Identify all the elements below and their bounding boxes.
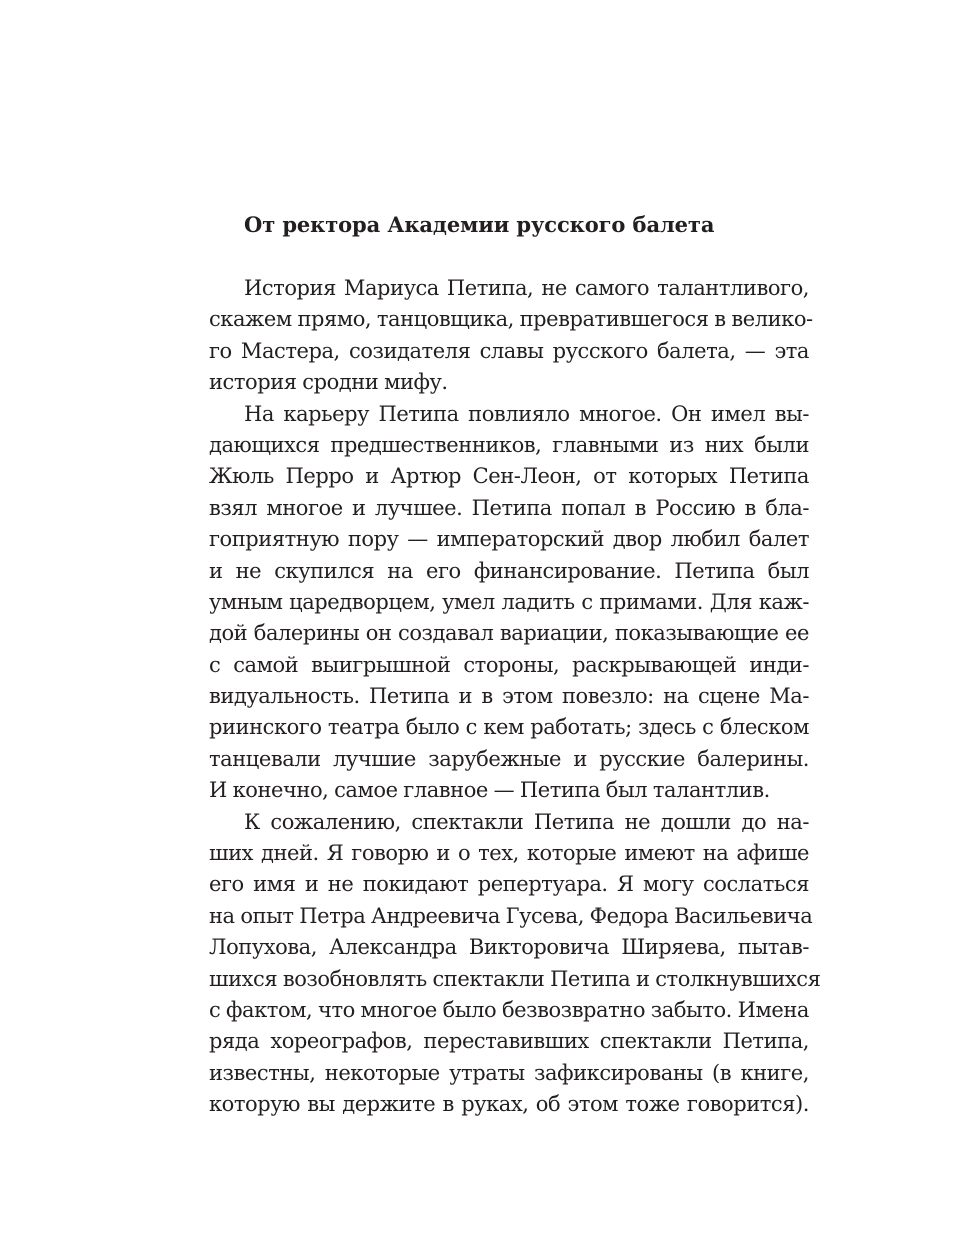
text-line: и не скупился на его финансирование. Петипа был [209,558,809,583]
text-line: взял многое и лучшее. Петипа попал в Россию в бла- [209,495,809,520]
text-line: го Мастера, созидателя славы русского балета, — эта [209,338,809,363]
text-line: танцевали лучшие зарубежные и русские балерины. [209,746,809,771]
text-line: дой балерины он создавал вариации, показывающие ее [209,621,809,646]
text-line: его имя и не покидают репертуара. Я могу сослаться [209,872,809,897]
text-line: История Мариуса Петипа, не самого талантливого, [244,276,809,300]
paragraph-3 [209,807,821,1121]
text-line: скажем прямо, танцовщика, превратившегося в велико- [209,307,813,332]
paragraph-2 [209,399,809,807]
text-line: На карьеру Петипа повлияло многое. Он имел вы- [244,401,809,426]
text-line: шихся возобновлять спектакли Петипа и столкнувшихся [209,966,821,991]
text-line: Лопухова, Александра Викторовича Ширяева, пытав- [209,935,809,960]
text-line: дающихся предшественников, главными из них были [209,432,809,457]
text-line: К сожалению, спектакли Петипа не дошли до на- [244,809,809,834]
text-line: которую вы держите в руках, об этом тоже говорится). [209,1092,809,1117]
body-text [209,273,821,1121]
section-heading: От ректора Академии русского балета [244,212,715,237]
text-line: история сродни мифу. [209,370,448,395]
text-line: известны, некоторые утраты зафиксированы (в книге, [209,1060,809,1085]
text-line: Жюль Перро и Артюр Сен-Леон, от которых Петипа [209,464,809,489]
paragraph-1 [209,273,813,399]
text-line: гоприятную пору — императорский двор любил балет [209,527,809,552]
text-line: на опыт Петра Андреевича Гусева, Федора Васильевича [209,903,813,928]
text-line: ших дней. Я говорю и о тех, которые имеют на афише [209,841,809,866]
text-line: умным царедворцем, умел ладить с примами. Для каж- [209,589,809,614]
text-line: риинского театра было с кем работать; здесь с блеском [209,715,809,740]
text-line: И конечно, самое главное — Петипа был талантлив. [209,778,770,803]
text-line: с фактом, что многое было безвозвратно забыто. Имена [209,997,809,1022]
text-line: с самой выигрышной стороны, раскрывающей инди- [209,652,809,677]
text-line: видуальность. Петипа и в этом повезло: на сцене Ма- [209,684,809,709]
text-line: ряда хореографов, переставивших спектакли Петипа, [209,1029,809,1054]
